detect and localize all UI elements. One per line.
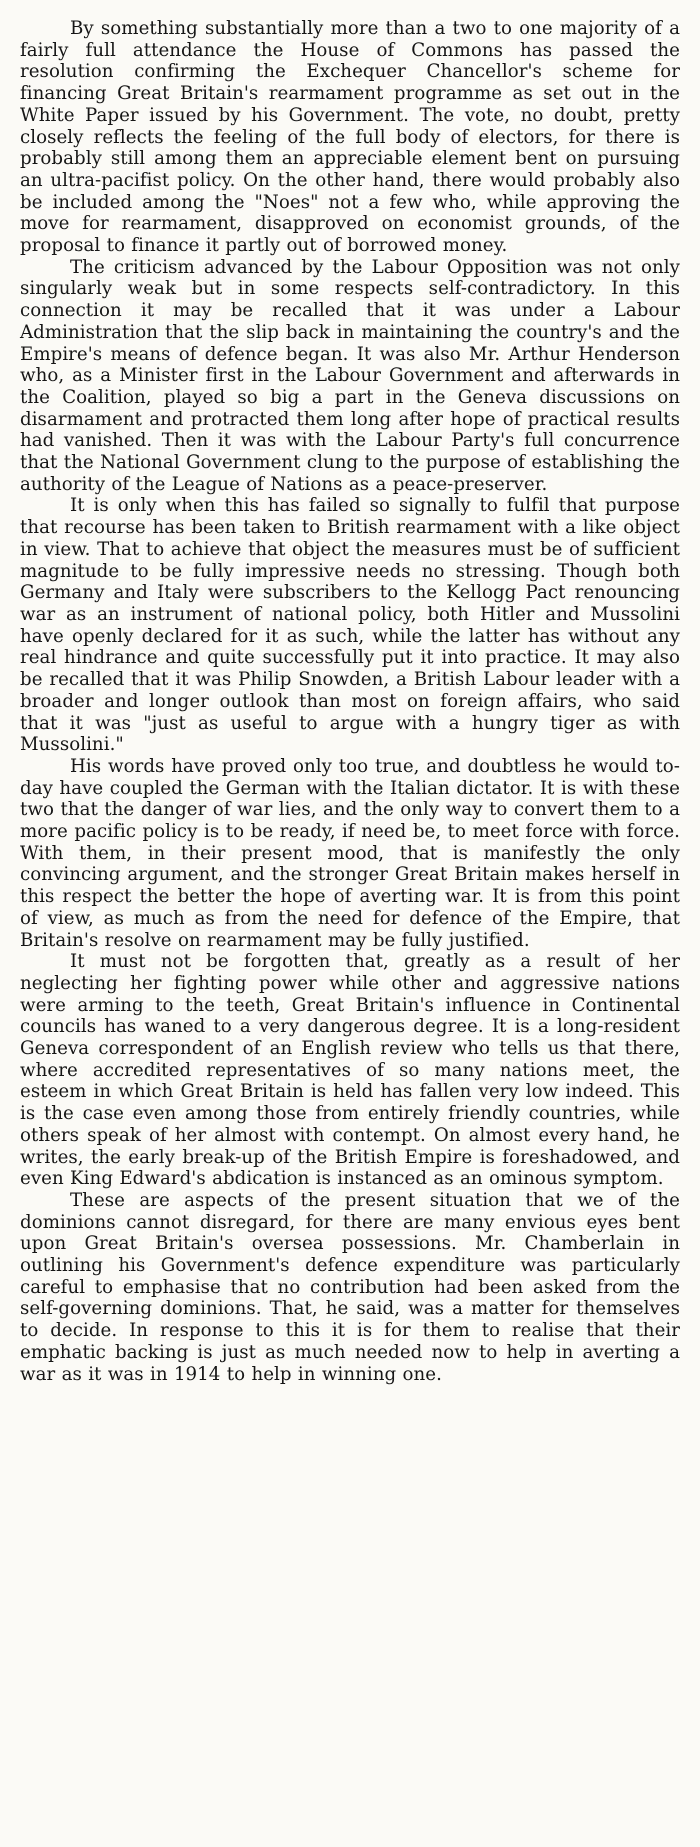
article-paragraph-5: It must not be forgotten that, greatly as a result of her neglecting her fighting power while other and aggressive nations were arming to the teeth, Great Britain's influence in Continental councils has waned to a very dangerous degree. It is a long-resident Geneva correspondent of an English review who tells us that there, where accredited representatives of so many nations meet, the esteem in which Great Britain is held has fallen very low indeed. This is the case even among those from entirely friendly countries, while others speak of her almost with contempt. On almost every hand, he writes, the early break-up of the British Empire is foreshadowed, and even King Edward's abdication is instanced as an ominous symptom. [20, 951, 680, 1190]
article-paragraph-3: It is only when this has failed so signally to fulfil that purpose that recourse has been taken to British rearmament with a like object in view. That to achieve that object the measures must be of sufficient magnitude to be fully impressive needs no stressing. Though both Germany and Italy were subscribers to the Kellogg Pact renouncing war as an instrument of national policy, both Hitler and Mussolini have openly declared for it as such, while the latter has without any real hindrance and quite successfully put it into practice. It may also be recalled that it was Philip Snowden, a British Labour leader with a broader and longer outlook than most on foreign affairs, who said that it was "just as useful to argue with a hungry tiger as with Mussolini." [20, 495, 680, 756]
article-paragraph-1: By something substantially more than a two to one majority of a fairly full attendance the House of Commons has passed the resolution confirming the Exchequer Chancellor's scheme for financing Great Britain's rearmament programme as set out in the White Paper issued by his Government. The vote, no doubt, pretty closely reflects the feeling of the full body of electors, for there is probably still among them an appreciable element bent on pursuing an ultra-pacifist policy. On the other hand, there would probably also be included among the "Noes" not a few who, while approving the move for rearmament, disapproved on economist grounds, of the proposal to finance it partly out of borrowed money. [20, 18, 680, 257]
article-paragraph-2: The criticism advanced by the Labour Opposition was not only singularly weak but in some respects self-contradictory. In this connection it may be recalled that it was under a Labour Administration that the slip back in maintaining the country's and the Empire's means of defence began. It was also Mr. Arthur Henderson who, as a Minister first in the Labour Government and afterwards in the Coalition, played so big a part in the Geneva discussions on disarmament and protracted them long after hope of practical results had vanished. Then it was with the Labour Party's full concurrence that the National Government clung to the purpose of establishing the authority of the League of Nations as a peace-preserver. [20, 256, 680, 495]
article-paragraph-4: His words have proved only too true, and doubtless he would to-day have coupled the German with the Italian dictator. It is with these two that the danger of war lies, and the only way to convert them to a more pacific policy is to be ready, if need be, to meet force with force. With them, in their present mood, that is manifestly the only convincing argument, and the stronger Great Britain makes herself in this respect the better the hope of averting war. It is from this point of view, as much as from the need for defence of the Empire, that Britain's resolve on rearmament may be fully justified. [20, 755, 680, 951]
editorial-article [20, 18, 680, 1385]
article-paragraph-6: These are aspects of the present situation that we of the dominions cannot disregard, for there are many envious eyes bent upon Great Britain's oversea possessions. Mr. Chamberlain in outlining his Government's defence expenditure was particularly careful to emphasise that no contribution had been asked from the self-governing dominions. That, he said, was a matter for themselves to decide. In response to this it is for them to realise that their emphatic backing is just as much needed now to help in averting a war as it was in 1914 to help in winning one. [20, 1189, 680, 1385]
